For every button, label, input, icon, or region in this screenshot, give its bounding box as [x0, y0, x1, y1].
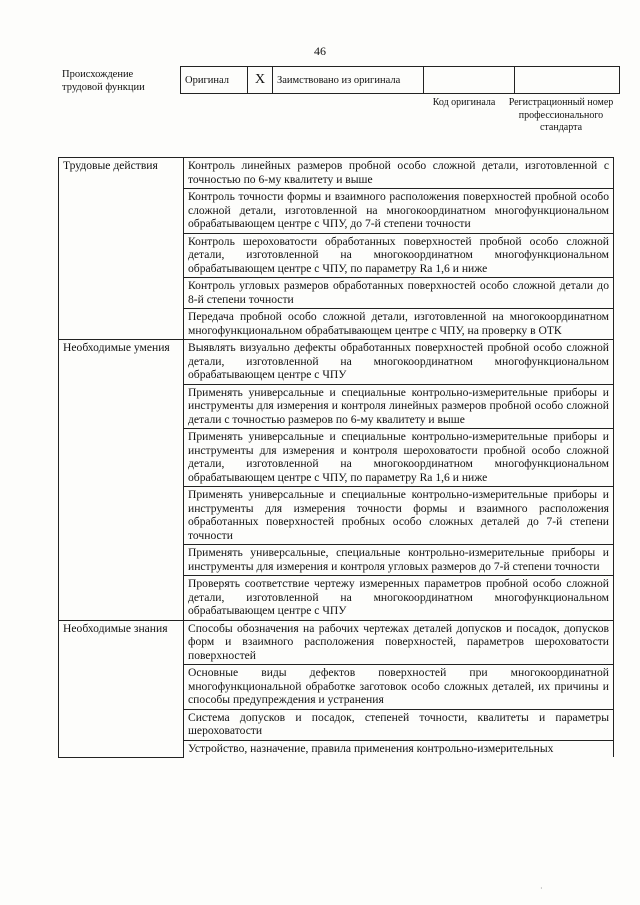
section-name: Необходимые умения [59, 340, 184, 621]
main-table [58, 157, 614, 758]
list-item: Проверять соответствие чертежу измеренных параметров пробной особо сложной детали, изготовленной на многокоординатном многофункциональном обрабатывающем центре с ЧПУ [184, 576, 614, 621]
origin-label: Происхождение трудовой функции [62, 69, 145, 93]
list-item: Контроль линейных размеров пробной особо сложной детали, изготовленной с точностью по 6-му квалитету и выше [184, 158, 614, 189]
list-item: Применять универсальные, специальные контрольно-измерительные приборы и инструменты для измерения и контроля угловых размеров до 7-й степени точности [184, 545, 614, 576]
list-item: Контроль угловых размеров обработанных поверхностей особо сложной детали до 8-й степени точности [184, 278, 614, 309]
code-label: Код оригинала [432, 97, 496, 108]
section-name: Трудовые действия [59, 158, 184, 340]
reg-label: Регистрационный номер профессионального стандарта [508, 97, 614, 133]
origin-table [180, 66, 620, 94]
code-cell [424, 67, 515, 94]
original-label: Оригинал [181, 67, 248, 94]
original-mark: X [248, 67, 273, 94]
list-item: Применять универсальные и специальные контрольно-измерительные приборы и инструменты для измерения и контроля шероховатости пробной особо сложной детали, изготовленной на многокоординатном многофункциональном обрабатывающем центре с ЧПУ, по параметру Ra 1,6 и ниже [184, 429, 614, 487]
list-item: Устройство, назначение, правила применения контрольно-измерительных [184, 740, 614, 757]
borrowed-label: Заимствовано из оригинала [273, 67, 424, 94]
scan-mark: · [540, 884, 543, 893]
list-item: Система допусков и посадок, степеней точности, квалитеты и параметры шероховатости [184, 709, 614, 740]
section-name: Необходимые знания [59, 620, 184, 757]
list-item: Применять универсальные и специальные контрольно-измерительные приборы и инструменты для измерения и контроля линейных размеров пробной особо сложной детали с точностью размеров по 6-му квалитету и выше [184, 384, 614, 429]
table-row [59, 340, 614, 385]
list-item: Способы обозначения на рабочих чертежах деталей допусков и посадок, допусков форм и взаимного расположения поверхностей, параметров шероховатости поверхностей [184, 620, 614, 665]
list-item: Контроль шероховатости обработанных поверхностей пробной особо сложной детали, изготовленной на многокоординатном многофункциональном обрабатывающем центре с ЧПУ, по параметру Ra 1,6 и ниже [184, 233, 614, 278]
list-item: Выявлять визуально дефекты обработанных поверхностей пробной особо сложной детали, изготовленной на многокоординатном многофункциональном обрабатывающем центре с ЧПУ [184, 340, 614, 385]
list-item: Применять универсальные и специальные контрольно-измерительные приборы и инструменты для измерения точности формы и взаимного расположения обработанных поверхностей пробных особо сложных деталей до 7-й степени точности [184, 487, 614, 545]
list-item: Основные виды дефектов поверхностей при многокоординатной многофункциональной обработке заготовок особо сложных деталей, их причины и способы предупреждения и устранения [184, 665, 614, 710]
page-number: 46 [314, 44, 326, 58]
table-row [59, 158, 614, 189]
table-row [59, 620, 614, 665]
list-item: Контроль точности формы и взаимного расположения поверхностей пробной особо сложной детали, изготовленной на многокоординатном многофункциональном обрабатывающем центре с ЧПУ, до 7-й степени точности [184, 189, 614, 234]
list-item: Передача пробной особо сложной детали, изготовленной на многокоординатном многофункциональном обрабатывающем центре с ЧПУ, на проверку в ОТК [184, 309, 614, 340]
reg-cell [515, 67, 620, 94]
